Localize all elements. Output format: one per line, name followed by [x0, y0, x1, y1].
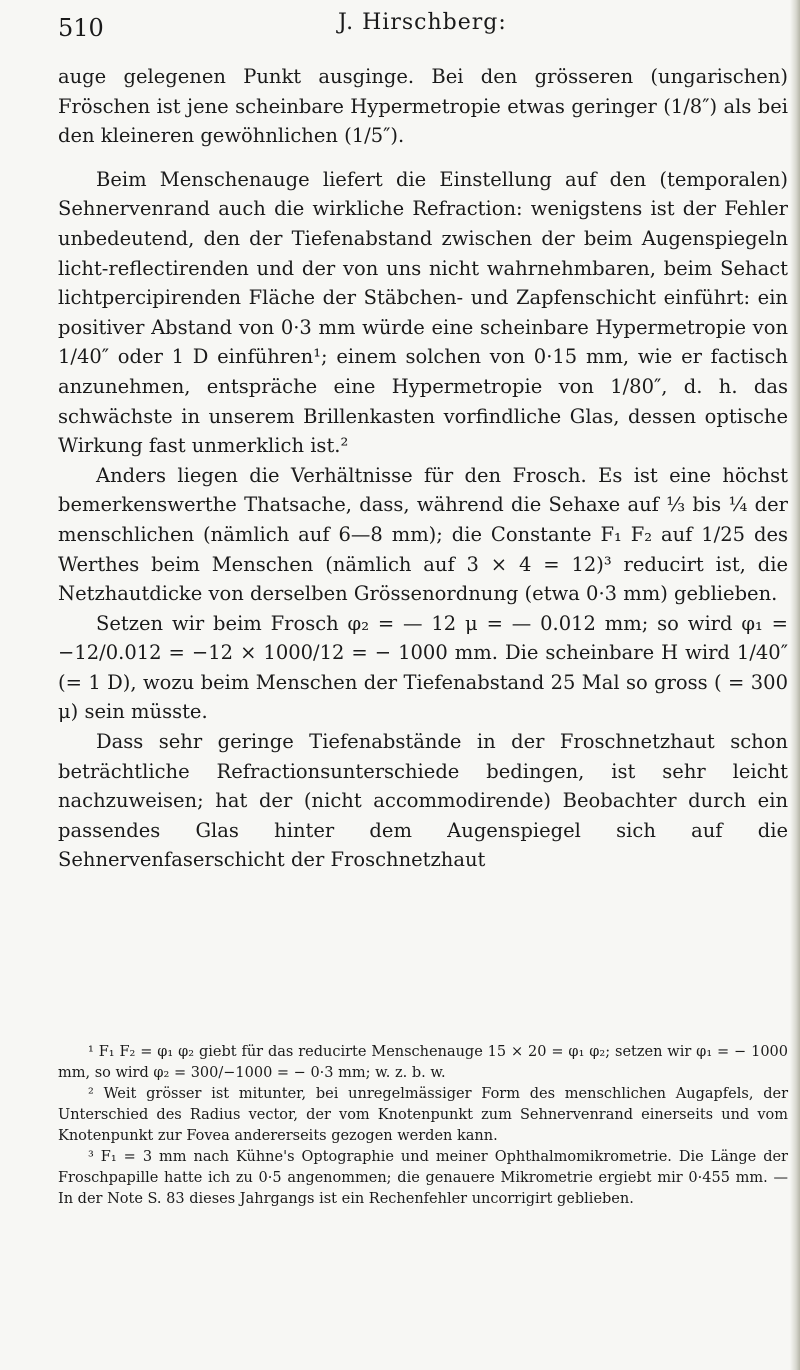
footnotes [58, 1042, 788, 1210]
footnote-3: ³ F₁ = 3 mm nach Kühne's Optographie und meiner Ophthalmomikrometrie. Die Länge der Froschpapille hatte ich zu 0·5 angenommen; die genauere Mikrometrie ergiebt mir 0·455 mm. — In der Note S. 83 dieses Jahrgangs ist ein Rechenfehler uncorrigirt geblieben. [58, 1149, 788, 1207]
footnote-2: ² Weit grösser ist mitunter, bei unregelmässiger Form des menschlichen Augapfels, der Unterschied des Radius vector, der vom Knotenpunkt zum Sehnervenrand einerseits und vom Knotenpunkt zur Fovea andererseits gezogen werden kann. [58, 1086, 788, 1144]
paragraph-2: Beim Menschenauge liefert die Einstellung auf den (temporalen) Sehnervenrand auch die wirkliche Refraction: wenigstens ist der Fehler unbedeutend, den der Tiefenabstand zwischen der beim Augenspiegeln licht-reflectirenden und der von uns nicht wahrnehmbaren, beim Sehact lichtpercipirenden Fläche der Stäbchen- und Zapfenschicht einführt: ein positiver Abstand von 0·3 mm würde eine scheinbare Hypermetropie von 1/40″ oder 1 D einführen¹; einem solchen von 0·15 mm, wie er factisch anzunehmen, entspräche eine Hypermetropie von 1/80″, d. h. das schwächste in unserem Brillenkasten vorfindliche Glas, dessen optische Wirkung fast unmerklich ist.² [58, 167, 788, 458]
paragraph-3: Anders liegen die Verhältnisse für den Frosch. Es ist eine höchst bemerkenswerthe Thatsache, dass, während die Sehaxe auf ⅓ bis ¼ der menschlichen (nämlich auf 6—8 mm); die Constante F₁ F₂ auf 1/25 des Werthes beim Menschen (nämlich auf 3 × 4 = 12)³ reducirt ist, die Netzhautdicke von derselben Grössenordnung (etwa 0·3 mm) geblieben. [58, 463, 788, 606]
footnote-1: ¹ F₁ F₂ = φ₁ φ₂ giebt für das reducirte Menschenauge 15 × 20 = φ₁ φ₂; setzen wir φ₁ = − 1000 mm, so wird φ₂ = 300/−1000 = − 0·3 mm; w. z. b. w. [58, 1044, 788, 1081]
page-edge-shadow [790, 0, 800, 1370]
page-number: 510 [58, 14, 104, 42]
running-head: J. Hirschberg: [338, 10, 507, 35]
paragraph-1: auge gelegenen Punkt ausginge. Bei den grösseren (ungarischen) Fröschen ist jene scheinbare Hypermetropie etwas geringer (1/8″) als bei den kleineren gewöhnlichen (1/5″). [58, 65, 788, 148]
paragraph-5: Dass sehr geringe Tiefenabstände in der Froschnetzhaut schon beträchtliche Refractionsunterschiede bedingen, ist sehr leicht nachzuweisen; hat der (nicht accommodirende) Beobachter durch ein passendes Glas hinter dem Augenspiegel sich auf die Sehnervenfaserschicht der Froschnetzhaut [58, 730, 788, 872]
paragraph-4: Setzen wir beim Frosch φ₂ = — 12 μ = — 0.012 mm; so wird φ₁ = −12/0.012 = −12 × 1000/12 = − 1000 mm. Die scheinbare H wird 1/40″ (= 1 D), wozu beim Menschen der Tiefenabstand 25 Mal so gross ( = 300 μ) sein müsste. [58, 611, 788, 724]
page-header [58, 8, 780, 48]
main-text [58, 62, 788, 875]
